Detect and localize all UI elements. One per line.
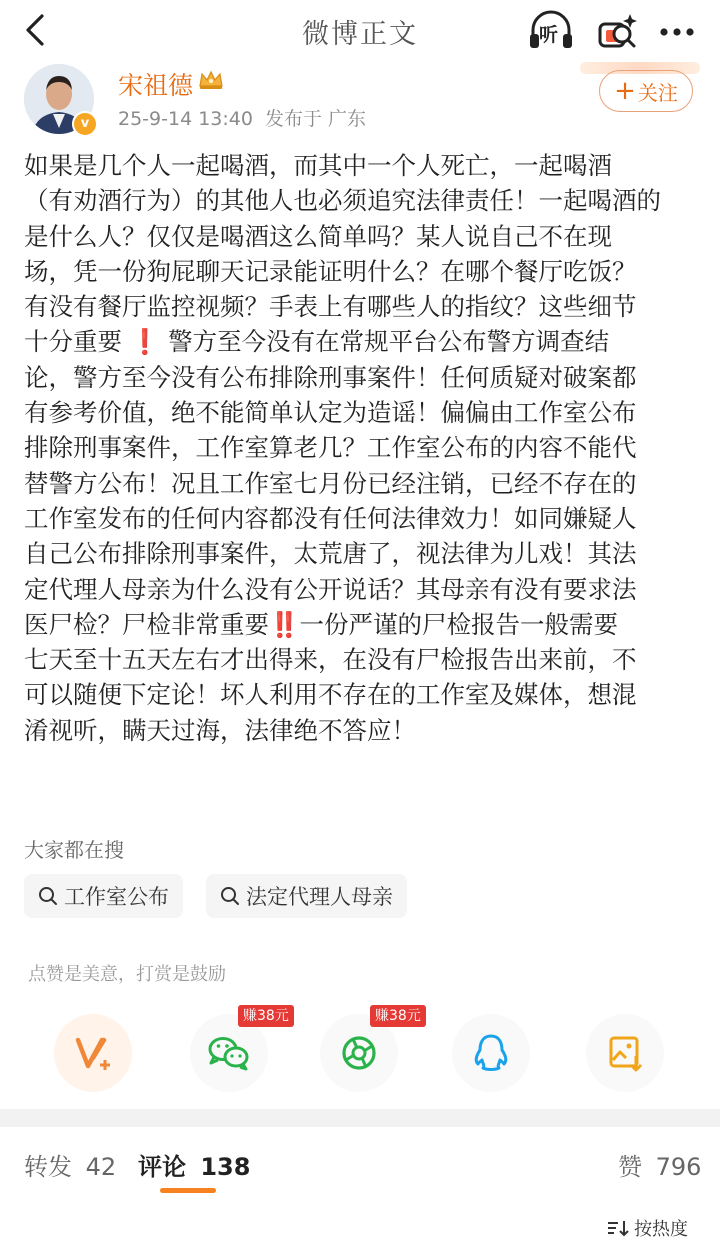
verified-badge: v xyxy=(72,111,98,137)
section-divider xyxy=(0,1109,720,1127)
tab-comments[interactable] xyxy=(138,1147,250,1182)
post-line-mixed xyxy=(24,324,696,359)
post-location: 发布于 广东 xyxy=(264,108,366,130)
double-exclamation-icon: ‼️ xyxy=(269,609,300,639)
active-tab-indicator xyxy=(160,1188,216,1193)
post-body xyxy=(24,148,696,748)
tab-likes[interactable] xyxy=(618,1147,701,1182)
tab-comments-label: 评论 xyxy=(138,1153,186,1181)
post-fragment: 十分重要 xyxy=(24,327,122,357)
more-button[interactable] xyxy=(652,8,702,52)
exclamation-icon: ❗ xyxy=(129,327,161,357)
post-line: 七天至十五天左右才出得来，在没有尸检报告出来前，不 xyxy=(24,645,637,675)
search-chip-label: 工作室公布 xyxy=(64,885,169,909)
post-line: 自己公布排除刑事案件，太荒唐了，视法律为儿戏！其法 xyxy=(24,539,637,569)
post-line: 工作室发布的任何内容都没有任何法律效力！如同嫌疑人 xyxy=(24,503,637,533)
post-line: 排除刑事案件，工作室算老几？工作室公布的内容不能代 xyxy=(24,433,637,463)
post-fragment: 一份严谨的尸检报告一般需要 xyxy=(299,609,619,639)
post-line: 场，凭一份狗屁聊天记录能证明什么？在哪个餐厅吃饭？ xyxy=(24,256,637,286)
search-chip[interactable] xyxy=(24,874,183,918)
follow-label: 关注 xyxy=(637,80,678,105)
ai-search-button[interactable] xyxy=(594,8,644,52)
qq-share-button[interactable] xyxy=(452,1014,530,1092)
reward-label: 点赞是美意，打赏是鼓励 xyxy=(28,964,226,985)
post-fragment: 警方至今没有在常规平台公布警方调查结 xyxy=(168,327,610,357)
post-line: 有参考价值，绝不能简单认定为造谣！偏偏由工作室公布 xyxy=(24,398,637,428)
tab-comments-count: 138 xyxy=(200,1153,251,1181)
tab-repost-count: 42 xyxy=(85,1153,117,1181)
v-plus-icon xyxy=(54,1014,132,1092)
post-line: 论，警方至今没有公布排除刑事案件！任何质疑对破案都 xyxy=(24,362,637,392)
search-chip-label: 法定代理人母亲 xyxy=(246,885,393,909)
post-line: 淆视听，瞒天过海，法律绝不答应！ xyxy=(24,715,416,745)
plus-icon: + xyxy=(614,76,636,106)
trending-search-label: 大家都在搜 xyxy=(24,838,124,862)
tab-repost-label: 转发 xyxy=(24,1153,72,1181)
sort-icon xyxy=(606,1218,630,1238)
author-name[interactable]: 宋祖德 xyxy=(118,71,194,100)
save-image-button[interactable] xyxy=(586,1014,664,1092)
save-image-icon xyxy=(586,1014,664,1092)
follow-button[interactable] xyxy=(599,70,693,112)
sort-by-hot-button[interactable] xyxy=(606,1215,688,1241)
post-meta xyxy=(118,104,366,131)
page-title: 微博正文 xyxy=(302,19,418,50)
more-dots-icon xyxy=(652,8,702,52)
v-plus-button[interactable] xyxy=(54,1014,132,1092)
ai-search-icon xyxy=(594,8,644,52)
post-line: 可以随便下定论！坏人利用不存在的工作室及媒体，想混 xyxy=(24,680,637,710)
post-line: 替警方公布！况且工作室七月份已经注销，已经不存在的 xyxy=(24,468,637,498)
post-fragment: 医尸检？尸检非常重要 xyxy=(24,609,269,639)
post-line: （有劝酒行为）的其他人也必须追究法律责任！一起喝酒的 xyxy=(24,186,661,216)
post-date: 25-9-14 13:40 xyxy=(118,108,253,130)
tab-likes-label: 赞 xyxy=(618,1153,642,1181)
qq-penguin-icon xyxy=(452,1014,530,1092)
search-chip[interactable] xyxy=(206,874,407,918)
search-icon xyxy=(38,886,58,906)
post-line: 定代理人母亲为什么没有公开说话？其母亲有没有要求法 xyxy=(24,574,637,604)
post-line: 有没有餐厅监控视频？手表上有哪些人的指纹？这些细节 xyxy=(24,292,637,322)
earn-tag: 赚38元 xyxy=(370,1005,426,1027)
search-icon xyxy=(220,886,240,906)
tab-repost[interactable] xyxy=(24,1147,116,1182)
earn-tag: 赚38元 xyxy=(238,1005,294,1027)
post-line: 是什么人？仅仅是喝酒这么简单吗？某人说自己不在现 xyxy=(24,221,612,251)
tab-likes-count: 796 xyxy=(655,1153,702,1181)
sort-label: 按热度 xyxy=(634,1219,688,1240)
listen-label: 听 xyxy=(539,24,559,46)
post-line: 如果是几个人一起喝酒，而其中一个人死亡，一起喝酒 xyxy=(24,151,612,180)
listen-button[interactable] xyxy=(526,8,576,52)
post-line-mixed xyxy=(24,607,696,642)
crown-icon xyxy=(197,68,225,92)
